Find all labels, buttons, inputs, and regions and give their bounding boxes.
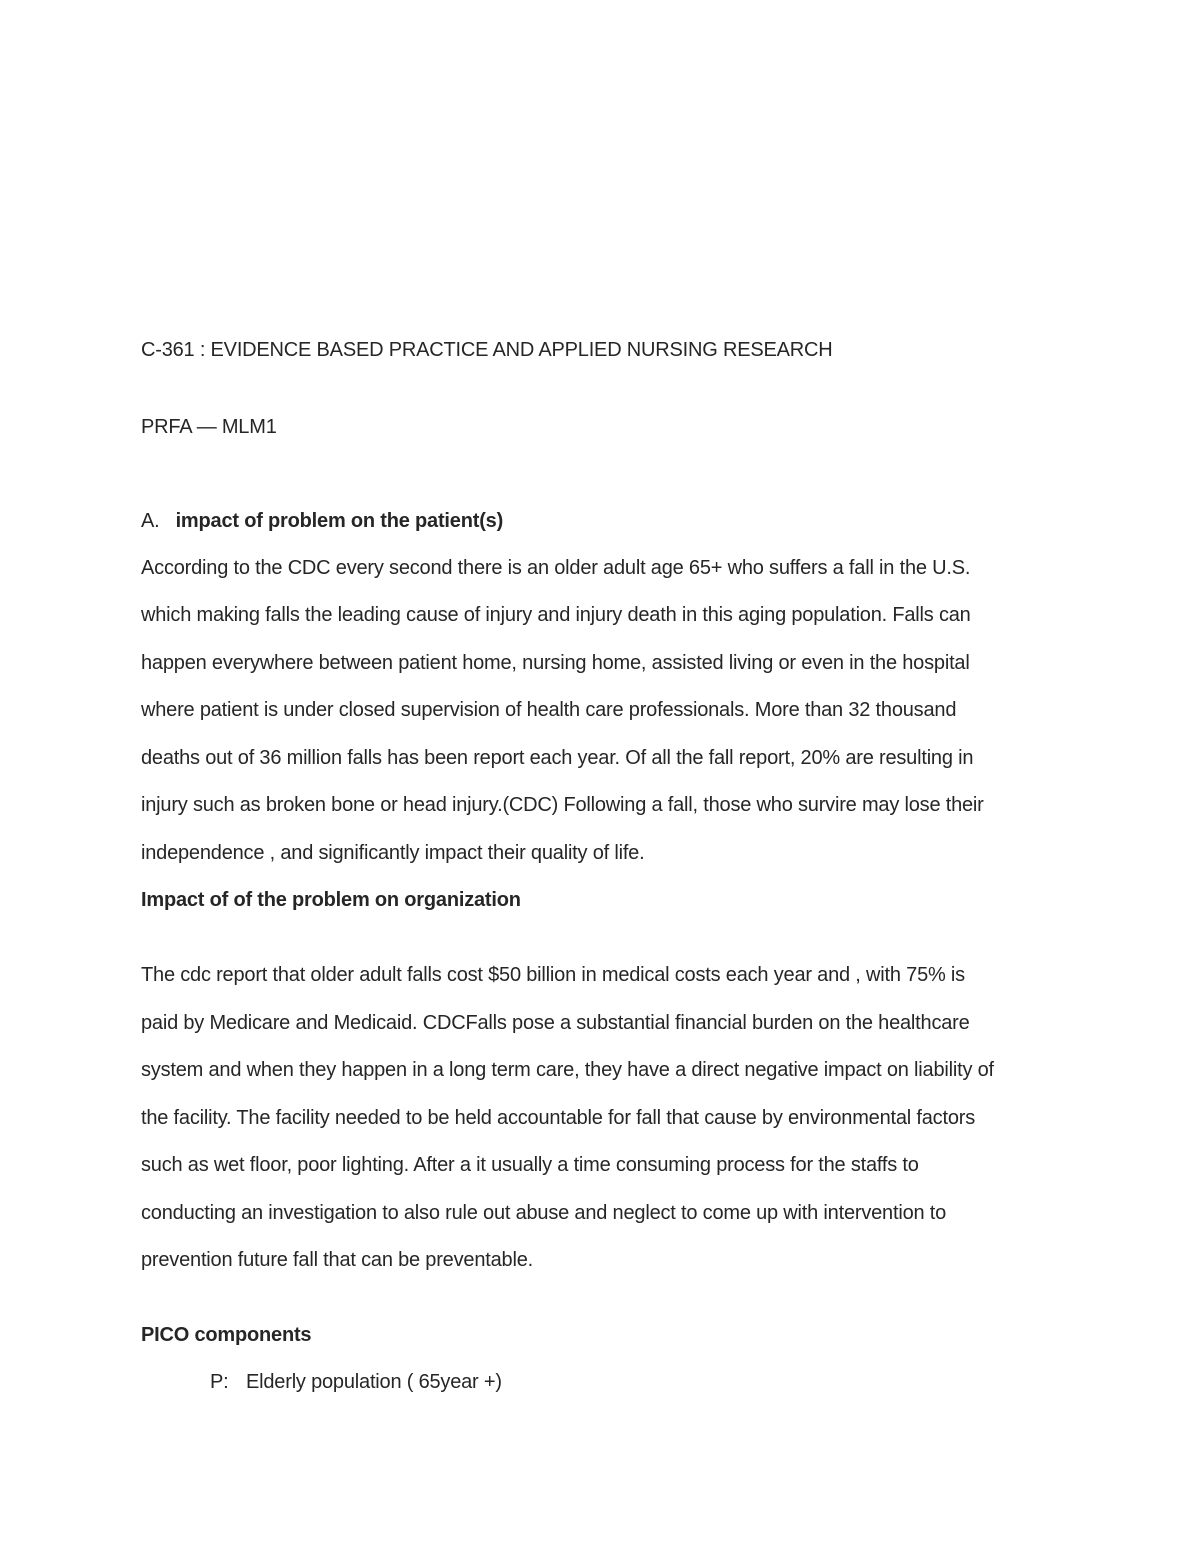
pico-item-text: Elderly population ( 65year +) (246, 1371, 502, 1393)
paragraph-line: paid by Medicare and Medicaid. CDCFalls pose a substantial financial burden on the healthcare (141, 1012, 970, 1034)
paragraph-line: the facility. The facility needed to be held accountable for fall that cause by environmental factors (141, 1107, 975, 1129)
pico-heading: PICO components (141, 1324, 312, 1346)
paragraph-line: According to the CDC every second there is an older adult age 65+ who suffers a fall in the U.S. (141, 557, 971, 579)
section-a-title: impact of problem on the patient(s) (175, 510, 504, 532)
paragraph-line: system and when they happen in a long term care, they have a direct negative impact on liability of (141, 1059, 994, 1081)
pico-item-label: P: (210, 1371, 229, 1393)
paragraph-line: conducting an investigation to also rule out abuse and neglect to come up with intervention to (141, 1202, 947, 1224)
section-a-heading (141, 509, 503, 533)
paragraph-line: injury such as broken bone or head injury.(CDC) Following a fall, those who survire may lose their (141, 794, 984, 816)
paragraph-line: where patient is under closed supervision of health care professionals. More than 32 thousand (141, 699, 957, 721)
pico-item-p (210, 1370, 502, 1394)
paragraph-line: happen everywhere between patient home, nursing home, assisted living or even in the hospital (141, 652, 970, 674)
paragraph-line: which making falls the leading cause of injury and injury death in this aging population. Falls can (141, 604, 971, 626)
paragraph-line: The cdc report that older adult falls cost $50 billion in medical costs each year and , with 75% is (141, 964, 965, 986)
paragraph-line: such as wet floor, poor lighting. After a it usually a time consuming process for the staffs to (141, 1154, 919, 1176)
paragraph-line: deaths out of 36 million falls has been report each year. Of all the fall report, 20% are resulting in (141, 747, 974, 769)
section-org-heading: Impact of of the problem on organization (141, 889, 521, 911)
section-a-label: A. (141, 510, 160, 532)
course-title: C-361 : EVIDENCE BASED PRACTICE AND APPLIED NURSING RESEARCH (141, 339, 833, 361)
paragraph-line: prevention future fall that can be preventable. (141, 1249, 533, 1271)
task-code: PRFA — MLM1 (141, 416, 277, 438)
paragraph-line: independence , and significantly impact their quality of life. (141, 842, 645, 864)
